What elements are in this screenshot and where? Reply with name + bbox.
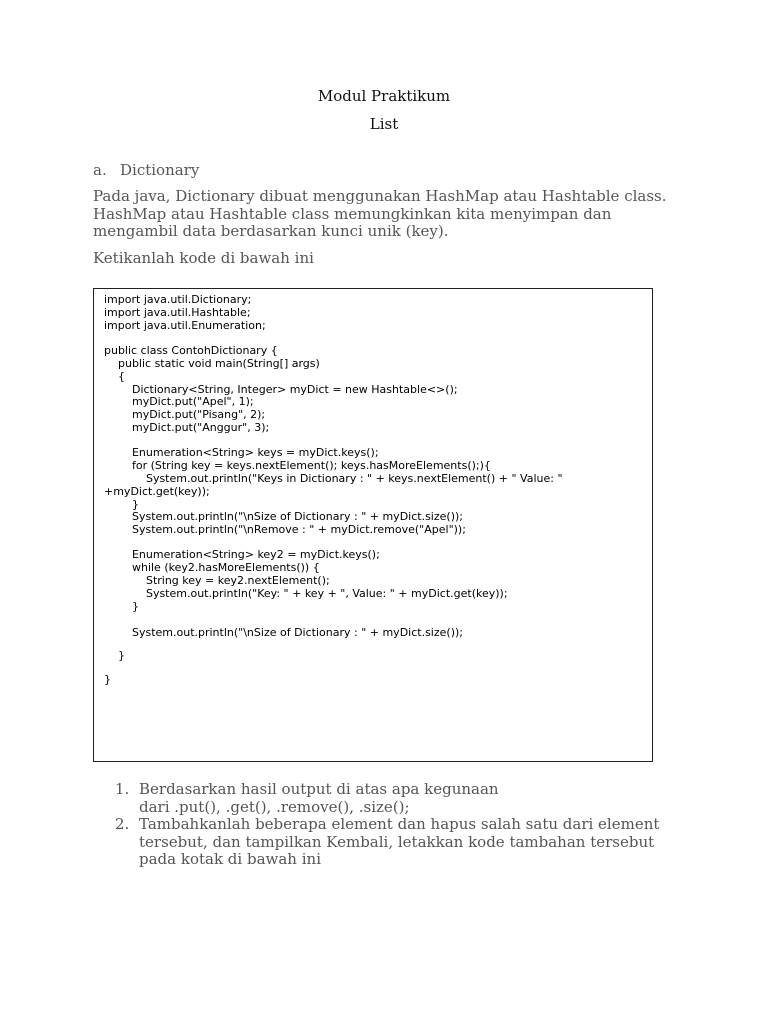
code-line: Enumeration<String> keys = myDict.keys(); [104, 446, 379, 459]
section-heading [93, 161, 199, 179]
code-line: +myDict.get(key)); [104, 485, 210, 498]
section-title: Dictionary [120, 161, 200, 179]
question-number: 2. [115, 815, 130, 833]
question-line: Berdasarkan hasil output di atas apa kegunaan [139, 780, 499, 798]
list-item [93, 781, 693, 816]
section-letter: a. [93, 161, 107, 179]
code-line: { [104, 370, 125, 383]
code-line: public class ContohDictionary { [104, 344, 278, 357]
question-list [93, 781, 693, 869]
question-line: pada kotak di bawah ini [139, 850, 321, 868]
code-line: } [104, 673, 111, 686]
code-line: System.out.println("Key: " + key + ", Value: " + myDict.get(key)); [104, 587, 508, 600]
list-item [93, 816, 693, 869]
question-line: tersebut, dan tampilkan Kembali, letakkan kode tambahan tersebut [139, 832, 655, 851]
code-box [93, 288, 653, 762]
code-line: import java.util.Hashtable; [104, 306, 251, 319]
code-line: myDict.put("Apel", 1); [104, 395, 254, 408]
instruction-paragraph: Ketikanlah kode di bawah ini [93, 249, 314, 267]
intro-paragraph [93, 188, 673, 241]
code-line: System.out.println("\nSize of Dictionary : " + myDict.size()); [104, 510, 463, 523]
code-line: String key = key2.nextElement(); [104, 574, 330, 587]
code-line: while (key2.hasMoreElements()) { [104, 561, 320, 574]
code-line: } [104, 649, 125, 662]
code-line: System.out.println("Keys in Dictionary : " + keys.nextElement() + " Value: " [104, 472, 563, 485]
code-line: myDict.put("Anggur", 3); [104, 421, 270, 434]
document-title: Modul Praktikum [317, 87, 451, 105]
question-number: 1. [115, 780, 130, 798]
code-line: public static void main(String[] args) [104, 357, 320, 370]
code-line: Dictionary<String, Integer> myDict = new Hashtable<>(); [104, 383, 458, 396]
code-line: import java.util.Dictionary; [104, 293, 252, 306]
code-line: } [104, 600, 139, 613]
question-line: dari .put(), .get(), .remove(), .size(); [139, 797, 410, 816]
intro-line: mengambil data berdasarkan kunci unik (key). [93, 222, 449, 240]
code-line: import java.util.Enumeration; [104, 319, 266, 332]
document-subtitle: List [369, 115, 399, 133]
code-line: System.out.println("\nSize of Dictionary : " + myDict.size()); [104, 626, 463, 639]
code-line: for (String key = keys.nextElement(); keys.hasMoreElements();){ [104, 459, 491, 472]
intro-line: HashMap atau Hashtable class memungkinkan kita menyimpan dan [93, 204, 612, 223]
intro-line: Pada java, Dictionary dibuat menggunakan HashMap atau Hashtable class. [93, 187, 667, 205]
code-line: myDict.put("Pisang", 2); [104, 408, 266, 421]
code-line: } [104, 498, 139, 511]
code-line: Enumeration<String> key2 = myDict.keys(); [104, 548, 380, 561]
code-line: System.out.println("\nRemove : " + myDict.remove("Apel")); [104, 523, 466, 536]
question-line: Tambahkanlah beberapa element dan hapus salah satu dari element [139, 815, 660, 833]
